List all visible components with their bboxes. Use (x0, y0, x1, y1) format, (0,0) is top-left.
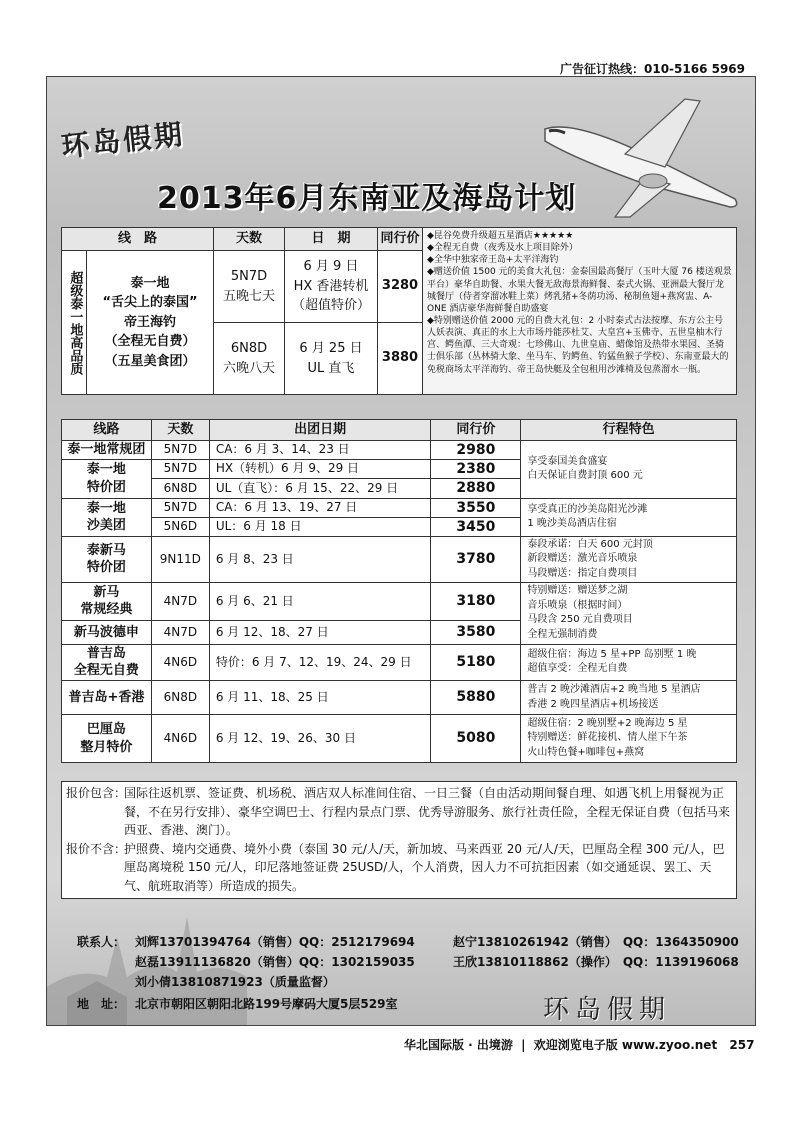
feature-line: 特别赠送：赠送梦之湖 (527, 585, 628, 597)
address-label: 地 址： (77, 997, 126, 1011)
price: 5880 (431, 681, 521, 715)
feature-line: 马段含 250 元自费项目 (527, 614, 633, 626)
page-footer (404, 1036, 754, 1053)
route-name (62, 498, 152, 536)
days: 6N8D (151, 479, 209, 498)
dates: UL（直飞）：6 月 15、22、29 日 (209, 479, 431, 498)
brand-logo: 环岛假期 (59, 117, 187, 164)
price-cell: 3880 (378, 323, 423, 395)
footer-brand-logo: 环岛假期 (543, 995, 672, 1025)
include-label: 报价包含： (66, 786, 127, 800)
price: 3580 (431, 620, 521, 644)
price: 2380 (431, 460, 521, 479)
features (521, 498, 737, 536)
contact-3: 赵磊13911136820（销售）QQ：1302159035 (135, 955, 415, 969)
route-name (62, 536, 152, 582)
days-cell (214, 251, 285, 323)
date-cell (285, 323, 378, 395)
route-line: 沙美团 (86, 518, 126, 534)
feature-line: 泰段承诺：白天 600 元封顶 (527, 538, 653, 550)
route-name: 普吉岛+香港 (62, 681, 152, 715)
t1-header-price: 同行价 (378, 228, 423, 251)
days: 5N7D (151, 460, 209, 479)
route-line: 常规经典 (80, 602, 133, 618)
dates: CA：6 月 13、19、27 日 (209, 498, 431, 517)
feature-line: 香港 2 晚四星酒店+机场接送 (527, 698, 659, 710)
days: 4N6D (151, 644, 209, 680)
feature-line: 超级住宿：海边 5 星+PP 岛别墅 1 晚 (527, 648, 697, 660)
route-line: 泰一地 (86, 500, 126, 516)
feature-line: 享受真正的沙美岛阳光沙滩 (527, 503, 648, 515)
route-name (62, 460, 152, 498)
route-line: 泰一地 (130, 275, 170, 291)
route-line: 新马 (93, 584, 120, 600)
contact-4: 王欣13810118862（操作） QQ：1139196068 (453, 955, 739, 969)
premium-route-name (87, 251, 214, 395)
feature-line: 马段赠送：指定自费项目 (527, 567, 638, 579)
table-row (62, 681, 737, 715)
date-line: 6 月 9 日 (303, 259, 359, 275)
dates: 6 月 6、21 日 (209, 582, 431, 620)
premium-route-table (61, 227, 737, 395)
features (521, 644, 737, 680)
t2-header-days: 天数 (151, 420, 209, 441)
price-cell: 3280 (378, 251, 423, 323)
feature-line: 超级住宿：2 晚别墅+2 晚海边 5 星 (527, 717, 688, 729)
exclude-label: 报价不含： (66, 841, 127, 856)
include-text: 国际往返机票、签证费、机场税、酒店双人标准间住宿、一日三餐（自由活动期间餐自理、如遇飞机上用餐视为正餐，不在另行安排）、豪华空调巴士、行程内景点门票、优秀导游服务、旅行社责任险，全程无保证自费（包括马来西亚、香港、澳门）。 (124, 786, 731, 838)
feature-line: ◆特别赠送价值 2000 元的自费大礼包：2 小时泰式古法按摩、东方公主号人妖表演、真正的水上大市场丹能莎杜艾、大皇宫+玉佛寺、五世皇柚木行宫、鳄鱼潭、三大奇观：七珍佛山、九世皇庙、蜡像馆及热带水果园、圣骑士俱乐部（丛林骑大象、坐马车、钓鳄鱼、钓猛鱼猴子学校）、东南亚最大的免税商场太平洋海钓、帝王岛快艇及全包租用沙滩椅及包蒸溜水一瓶。 (427, 315, 729, 375)
feature-line: 白天保证自费封顶 600 元 (527, 470, 643, 482)
route-price-table (61, 419, 737, 763)
route-line: 帝王海钓 (123, 314, 176, 330)
feature-line: 全程无强制消费 (527, 628, 598, 640)
route-line: 泰一地 (86, 462, 126, 478)
route-line: （全程无自费） (104, 334, 196, 350)
route-line: 整月特价 (80, 739, 133, 755)
features (521, 536, 737, 582)
date-line: 6 月 25 日 (299, 341, 363, 356)
days: 4N6D (151, 715, 209, 763)
route-line: “舌尖上的泰国” (102, 295, 198, 311)
price: 3180 (431, 582, 521, 620)
feature-line: 享受泰国美食盛宴 (527, 455, 608, 467)
exclude-text: 护照费、境内交通费、境外小费（泰国 30 元/人/天，新加坡、马来西亚 20 元/人/天，巴厘岛全程 300 元/人，巴厘岛离境税 150 元/人，印尼落地签证费 25USD/人，个人消费，因人力不可抗拒因素（如交通延误、罢工、天气、航班取消等）所造成的损失。 (124, 841, 725, 893)
date-line: UL 直飞 (307, 360, 355, 376)
table-row (62, 644, 737, 680)
days-code: 5N7D (230, 269, 268, 284)
ad-hotline: 广告征订热线：010-5166 5969 (560, 62, 746, 76)
side-label: 超级泰一地高品质 (62, 251, 87, 395)
route-name (62, 582, 152, 620)
features (521, 681, 737, 715)
t1-header-date: 日 期 (285, 228, 378, 251)
t1-header-route: 线 路 (62, 228, 214, 251)
table-row (62, 715, 737, 763)
table-row (62, 441, 737, 460)
t2-header-route: 线路 (62, 420, 152, 441)
route-line: （五星美食团） (104, 353, 196, 369)
days: 9N11D (151, 536, 209, 582)
price: 3780 (431, 536, 521, 582)
days: 5N6D (151, 517, 209, 536)
days: 4N7D (151, 582, 209, 620)
feature-line: 1 晚沙美岛酒店住宿 (527, 518, 617, 530)
days-text: 五晚七天 (222, 288, 275, 304)
feature-line: 特别赠送：鲜花接机、情人崖下午茶 (527, 732, 688, 744)
days: 4N7D (151, 620, 209, 644)
page-title: 2013年6月东南亚及海岛计划 (157, 181, 577, 216)
feature-line: 超值享受：全程无自费 (527, 663, 628, 675)
feature-line: ◆昆谷免费升级超五星酒店★★★★★ (427, 231, 574, 241)
contact-label: 联系人： (77, 935, 126, 949)
route-name: 新马波德申 (62, 620, 152, 644)
edition-label: 华北国际版 · 出境游 (404, 1038, 513, 1052)
contact-2: 赵宁13810261942（销售） QQ：1364350900 (453, 935, 739, 949)
features (521, 582, 737, 644)
slogan: 欢迎浏览电子版 www.zyoo.net (533, 1038, 718, 1052)
route-line: 普吉岛 (86, 645, 126, 661)
feature-line: ◆全华中独家帝王岛+太平洋海钓 (427, 255, 559, 266)
feature-line: 火山特色餐+咖啡包+燕窝 (527, 746, 645, 758)
table-row (62, 498, 737, 517)
separator: | (521, 1038, 526, 1052)
date-line: （超值特价） (291, 298, 370, 314)
address: 北京市朝阳区朝阳北路199号摩码大厦5层529室 (135, 997, 398, 1011)
days-code: 6N8D (230, 341, 268, 356)
t2-header-price: 同行价 (431, 420, 521, 441)
route-line: 巴厘岛 (86, 721, 126, 737)
dates: UL：6 月 18 日 (209, 517, 431, 536)
date-cell (285, 251, 378, 323)
features (521, 441, 737, 499)
price: 2880 (431, 479, 521, 498)
feature-line: 新段赠送：激光音乐喷泉 (527, 553, 638, 565)
days: 5N7D (151, 498, 209, 517)
days: 6N8D (151, 681, 209, 715)
date-line: HX 香港转机 (293, 278, 369, 294)
table-row (62, 536, 737, 582)
feature-line: ◆赠送价值 1500 元的美食大礼包：金泰国最高餐厅（玉叶大厦 76 楼送观景平台）豪华自助餐、水果大餐无敌海景海鲜餐、泰式火锅、亚洲最大餐厅龙城餐厅（侍者穿溜冰鞋上菜）烤乳猪+冬荫功汤、秘制鱼翅+燕窝盅、A-ONE 酒店豪华海鲜餐自助盛宴 (427, 267, 732, 314)
include-note (66, 784, 732, 840)
dates: 6 月 11、18、25 日 (209, 681, 431, 715)
dates: 6 月 12、19、26、30 日 (209, 715, 431, 763)
route-line: 全程无自费 (73, 663, 139, 679)
features (521, 715, 737, 763)
price: 3450 (431, 517, 521, 536)
days-text: 六晚八天 (222, 360, 275, 376)
price: 3550 (431, 498, 521, 517)
price: 2980 (431, 441, 521, 460)
feature-line: 普吉 2 晚沙滩酒店+2 晚当地 5 星酒店 (527, 684, 701, 696)
route-name: 泰一地常规团 (62, 441, 152, 460)
t2-header-features: 行程特色 (521, 420, 737, 441)
premium-features (423, 228, 737, 395)
contact-5: 刘小倩13810871923（质量监督） (135, 975, 335, 989)
ad-frame (46, 76, 756, 1026)
feature-line: ◆全程无自费（夜秀及水上项目除外） (427, 243, 578, 254)
route-line: 特价团 (86, 479, 126, 495)
dates: 6 月 8、23 日 (209, 536, 431, 582)
t2-header-dates: 出团日期 (209, 420, 431, 441)
page-number: 257 (729, 1038, 755, 1052)
dates: HX（转机）6 月 9、29 日 (209, 460, 431, 479)
days-cell (214, 323, 285, 395)
dates: CA：6 月 3、14、23 日 (209, 441, 431, 460)
route-line: 泰新马 (86, 542, 126, 558)
price: 5080 (431, 715, 521, 763)
t1-header-days: 天数 (214, 228, 285, 251)
dates: 特价：6 月 7、12、19、24、29 日 (209, 644, 431, 680)
route-name (62, 644, 152, 680)
route-line: 特价团 (86, 560, 126, 576)
days: 5N7D (151, 441, 209, 460)
table-row (62, 582, 737, 620)
feature-line: 音乐喷泉（根据时间） (527, 599, 628, 611)
dates: 6 月 12、18、27 日 (209, 620, 431, 644)
route-name (62, 715, 152, 763)
price: 5180 (431, 644, 521, 680)
contact-1: 刘辉13701394764（销售）QQ：2512179694 (135, 935, 415, 949)
